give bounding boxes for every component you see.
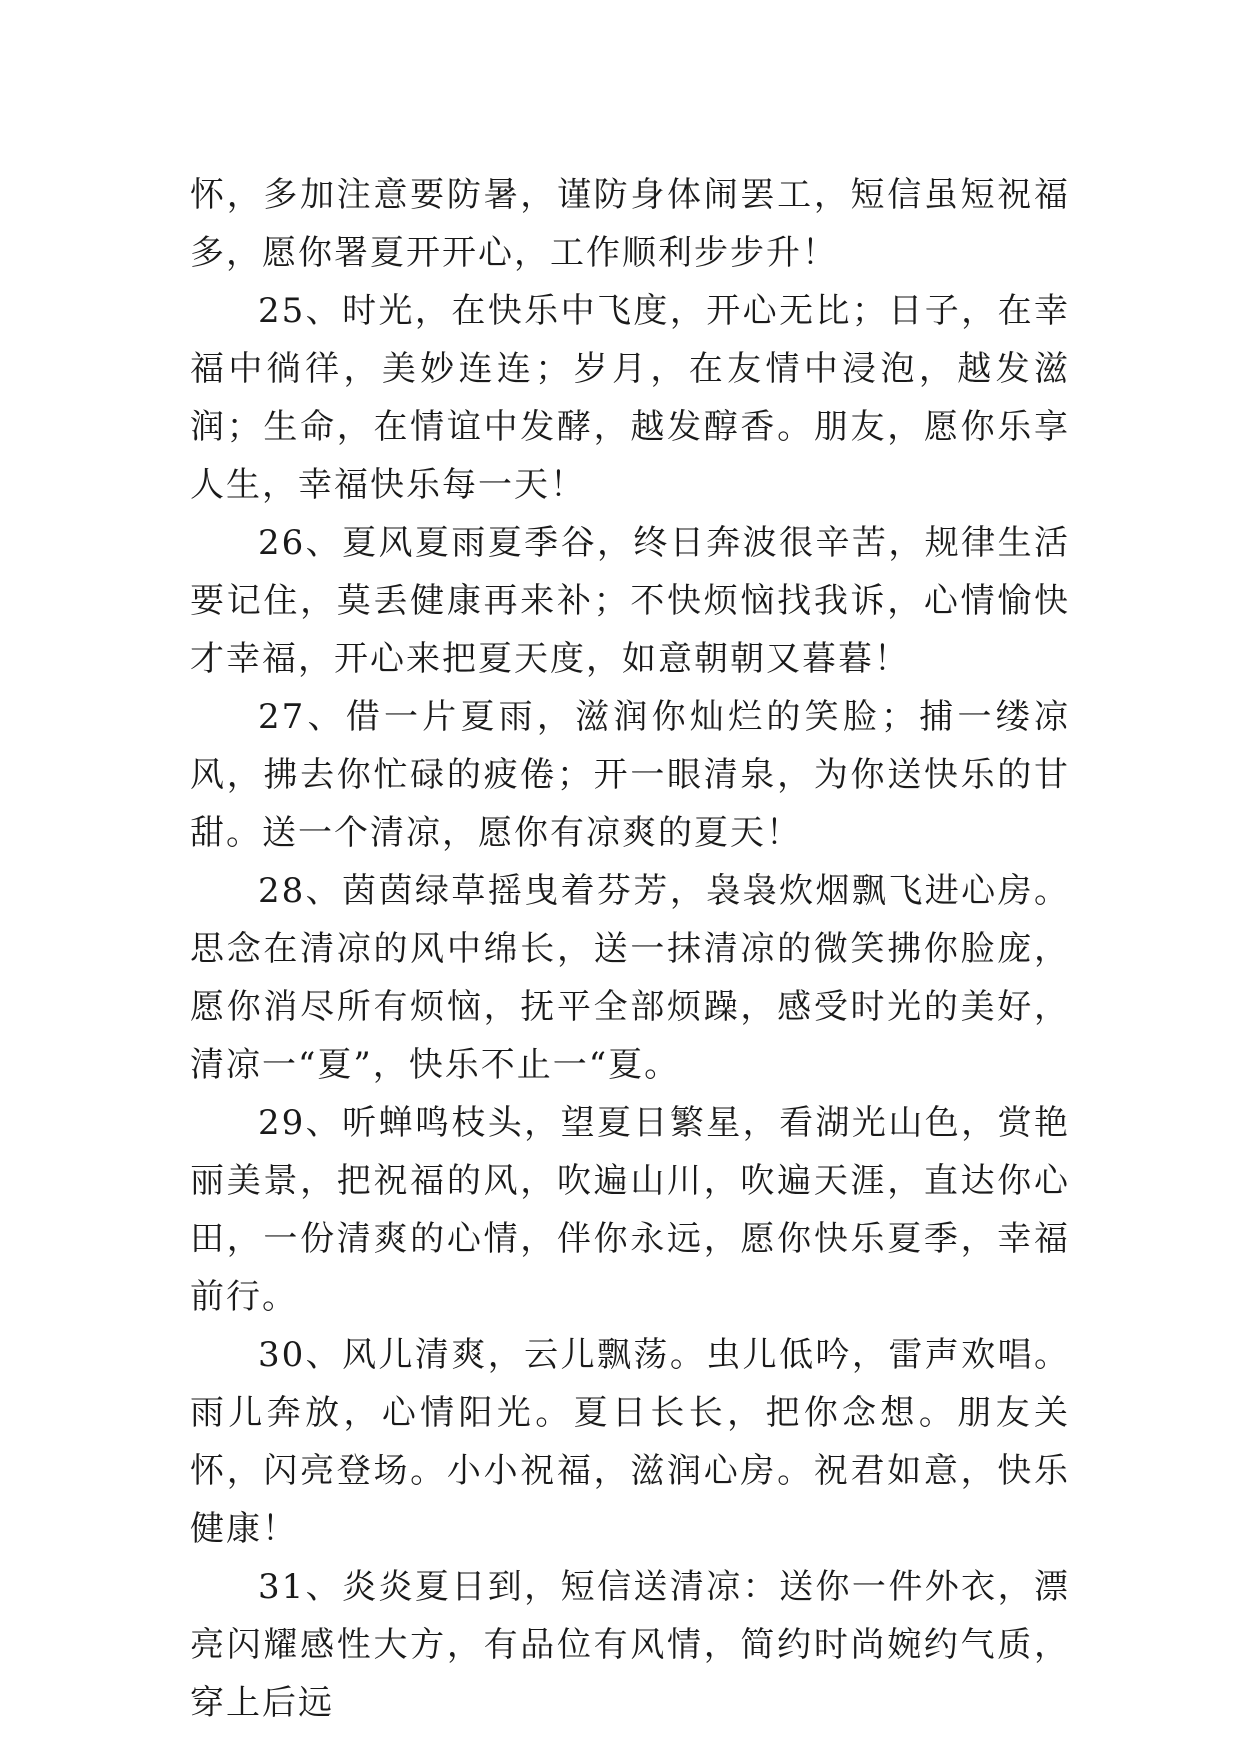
paragraph-27: 27、借一片夏雨，滋润你灿烂的笑脸；捕一缕凉风，拂去你忙碌的疲倦；开一眼清泉，为你送快乐的甘甜。送一个清凉，愿你有凉爽的夏天！ xyxy=(190,697,1070,853)
paragraph-26: 26、夏风夏雨夏季谷，终日奔波很辛苦，规律生活要记住，莫丢健康再来补；不快烦恼找我诉，心情愉快才幸福，开心来把夏天度，如意朝朝又暮暮！ xyxy=(190,523,1070,679)
paragraph-25: 25、时光，在快乐中飞度，开心无比；日子，在幸福中徜徉，美妙连连；岁月，在友情中浸泡，越发滋润；生命，在情谊中发酵，越发醇香。朋友，愿你乐享人生，幸福快乐每一天！ xyxy=(190,291,1070,505)
paragraph-28: 28、茵茵绿草摇曳着芬芳，袅袅炊烟飘飞进心房。思念在清凉的风中绵长，送一抹清凉的微笑拂你脸庞，愿你消尽所有烦恼，抚平全部烦躁，感受时光的美好，清凉一“夏”，快乐不止一“夏。 xyxy=(190,871,1070,1085)
paragraph-29: 29、听蝉鸣枝头，望夏日繁星，看湖光山色，赏艳丽美景，把祝福的风，吹遍山川，吹遍天涯，直达你心田，一份清爽的心情，伴你永远，愿你快乐夏季，幸福前行。 xyxy=(190,1103,1070,1317)
paragraph-31: 31、炎炎夏日到，短信送清凉：送你一件外衣，漂亮闪耀感性大方，有品位有风情，简约时尚婉约气质，穿上后远 xyxy=(190,1567,1070,1723)
document-page xyxy=(190,166,1070,1732)
paragraph-continuation: 怀，多加注意要防暑，谨防身体闹罢工，短信虽短祝福多，愿你署夏开开心，工作顺利步步升！ xyxy=(190,175,1070,273)
paragraph-30: 30、风儿清爽，云儿飘荡。虫儿低吟，雷声欢唱。雨儿奔放，心情阳光。夏日长长，把你念想。朋友关怀，闪亮登场。小小祝福，滋润心房。祝君如意，快乐健康！ xyxy=(190,1335,1070,1549)
